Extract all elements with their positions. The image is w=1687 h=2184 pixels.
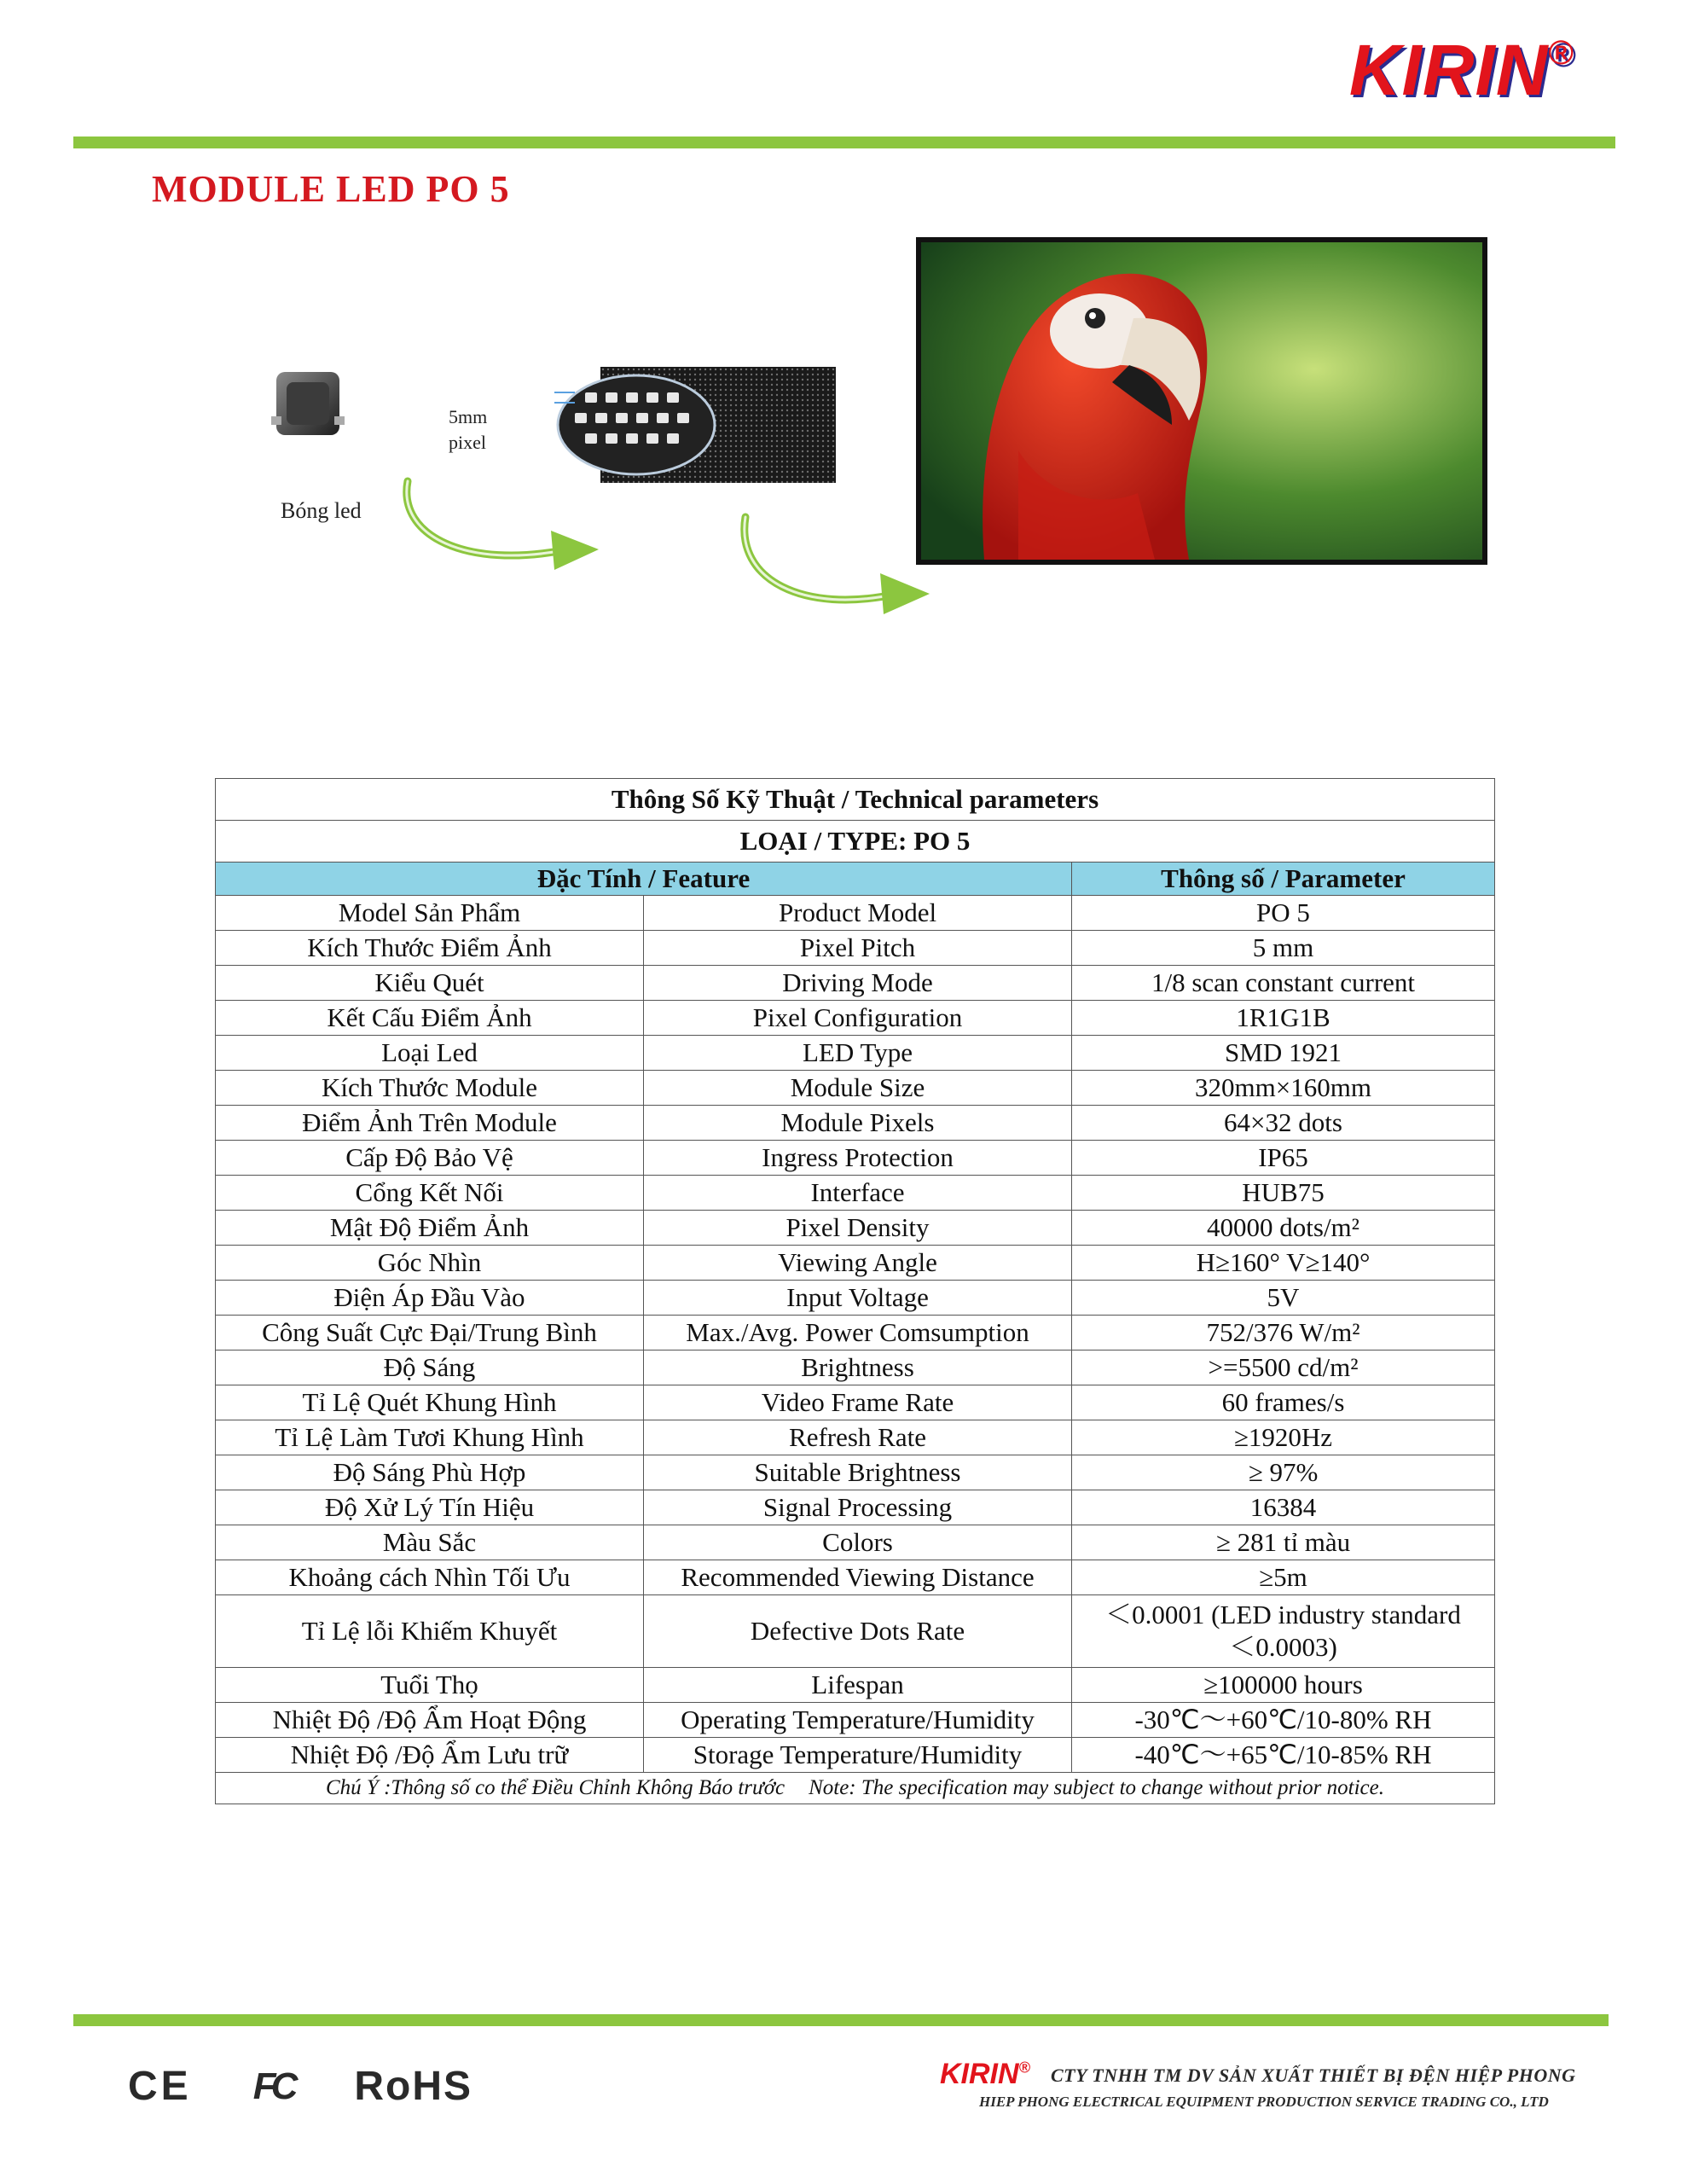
table-row: [216, 966, 1495, 1001]
ce-mark-icon: CE: [128, 2064, 192, 2109]
feature-vn: Góc Nhìn: [216, 1246, 644, 1281]
curved-arrow-icon: [735, 512, 940, 618]
feature-en: Max./Avg. Power Comsumption: [644, 1316, 1072, 1350]
table-row: [216, 1106, 1495, 1141]
company-name-vn: CTY TNHH TM DV SẢN XUẤT THIẾT BỊ ĐỆN HIỆP PHONG: [1051, 2065, 1576, 2086]
feature-vn: Công Suất Cực Đại/Trung Bình: [216, 1316, 644, 1350]
feature-en: Lifespan: [644, 1668, 1072, 1703]
note-row: [216, 1773, 1495, 1804]
feature-en: Module Size: [644, 1071, 1072, 1106]
feature-en: Input Voltage: [644, 1281, 1072, 1316]
note-vn: Chú Ý :Thông số co thể Điều Chỉnh Không Báo trước: [326, 1776, 786, 1799]
pixel-size-label: 5mm pixel: [449, 406, 488, 453]
feature-en: Defective Dots Rate: [644, 1595, 1072, 1668]
header-divider: [73, 136, 1615, 148]
parameter-value: >=5500 cd/m²: [1072, 1350, 1495, 1385]
table-row: [216, 1595, 1495, 1668]
table-row: [216, 1455, 1495, 1490]
curved-arrow-icon: [397, 476, 611, 575]
table-row: [216, 1001, 1495, 1036]
footer-kirin-logo: KIRIN®: [940, 2058, 1030, 2090]
table-row: [216, 1036, 1495, 1071]
type-label: LOẠI / TYPE: PO 5: [216, 821, 1495, 863]
feature-en: Operating Temperature/Humidity: [644, 1703, 1072, 1738]
parameter-value: 40000 dots/m²: [1072, 1211, 1495, 1246]
table-row: [216, 1738, 1495, 1773]
parameter-value: 752/376 W/m²: [1072, 1316, 1495, 1350]
table-row: [216, 1246, 1495, 1281]
parameter-value: ≥1920Hz: [1072, 1420, 1495, 1455]
parameter-value: SMD 1921: [1072, 1036, 1495, 1071]
feature-vn: Mật Độ Điểm Ảnh: [216, 1211, 644, 1246]
feature-en: Product Model: [644, 896, 1072, 931]
feature-en: Pixel Density: [644, 1211, 1072, 1246]
feature-vn: Điện Áp Đầu Vào: [216, 1281, 644, 1316]
feature-en: Video Frame Rate: [644, 1385, 1072, 1420]
kirin-logo: KIRIN®: [1348, 30, 1574, 110]
led-module-image: [554, 367, 836, 483]
feature-en: Pixel Pitch: [644, 931, 1072, 966]
parameter-value-line: ＜0.0003): [1229, 1632, 1337, 1662]
technical-parameters-table: [215, 778, 1495, 1804]
feature-vn: Loại Led: [216, 1036, 644, 1071]
feature-vn: Nhiệt Độ /Độ Ẩm Lưu trữ: [216, 1738, 644, 1773]
company-name-en: HIEP PHONG ELECTRICAL EQUIPMENT PRODUCTION SERVICE TRADING CO., LTD: [979, 2094, 1549, 2110]
parameter-value-line: ＜0.0001 (LED industry standard: [1105, 1600, 1461, 1629]
table-row: [216, 1560, 1495, 1595]
feature-en: Module Pixels: [644, 1106, 1072, 1141]
type-row: [216, 821, 1495, 863]
certification-logos: [128, 2063, 534, 2110]
spec-note: [216, 1773, 1495, 1804]
feature-vn: Độ Xử Lý Tín Hiệu: [216, 1490, 644, 1525]
parameter-value: 16384: [1072, 1490, 1495, 1525]
bong-led-label: Bóng led: [281, 498, 362, 523]
feature-vn: Nhiệt Độ /Độ Ẩm Hoạt Động: [216, 1703, 644, 1738]
rohs-mark-icon: RoHS: [354, 2064, 473, 2109]
table-row: [216, 896, 1495, 931]
parameter-value: ≥100000 hours: [1072, 1668, 1495, 1703]
table-row: [216, 1420, 1495, 1455]
fcc-mark-icon: FC: [252, 2065, 293, 2107]
parameter-value: -30℃～+60℃/10-80% RH: [1072, 1703, 1495, 1738]
table-row: [216, 1703, 1495, 1738]
table-row: [216, 1385, 1495, 1420]
feature-vn: Điểm Ảnh Trên Module: [216, 1106, 644, 1141]
feature-en: Viewing Angle: [644, 1246, 1072, 1281]
table-row: [216, 1316, 1495, 1350]
parameter-value: 320mm×160mm: [1072, 1071, 1495, 1106]
table-row: [216, 1071, 1495, 1106]
table-row: [216, 1211, 1495, 1246]
table-heading: Thông Số Kỹ Thuật / Technical parameters: [216, 779, 1495, 821]
parameter-value: [1072, 1595, 1495, 1668]
feature-vn: Tuổi Thọ: [216, 1668, 644, 1703]
parameter-header: Thông số / Parameter: [1072, 863, 1495, 896]
feature-en: Storage Temperature/Humidity: [644, 1738, 1072, 1773]
parameter-value: HUB75: [1072, 1176, 1495, 1211]
feature-en: Refresh Rate: [644, 1420, 1072, 1455]
feature-vn: Tỉ Lệ Làm Tươi Khung Hình: [216, 1420, 644, 1455]
parameter-value: ≥5m: [1072, 1560, 1495, 1595]
table-row: [216, 1525, 1495, 1560]
table-row: [216, 1668, 1495, 1703]
parameter-value: 5V: [1072, 1281, 1495, 1316]
led-chip-image: [270, 365, 346, 442]
parameter-value: 60 frames/s: [1072, 1385, 1495, 1420]
feature-en: Signal Processing: [644, 1490, 1072, 1525]
parameter-value: 1R1G1B: [1072, 1001, 1495, 1036]
parameter-value: 5 mm: [1072, 931, 1495, 966]
feature-en: Brightness: [644, 1350, 1072, 1385]
parameter-value: ≥ 281 tỉ màu: [1072, 1525, 1495, 1560]
feature-en: Interface: [644, 1176, 1072, 1211]
feature-vn: Cổng Kết Nối: [216, 1176, 644, 1211]
feature-en: Driving Mode: [644, 966, 1072, 1001]
table-row: [216, 1141, 1495, 1176]
feature-en: Suitable Brightness: [644, 1455, 1072, 1490]
parameter-value: H≥160° V≥140°: [1072, 1246, 1495, 1281]
table-row: [216, 931, 1495, 966]
table-row: [216, 1350, 1495, 1385]
feature-vn: Độ Sáng: [216, 1350, 644, 1385]
column-header-row: [216, 863, 1495, 896]
parrot-display-image: [916, 237, 1487, 565]
page-title: MODULE LED PO 5: [152, 168, 510, 210]
feature-en: Pixel Configuration: [644, 1001, 1072, 1036]
feature-en: LED Type: [644, 1036, 1072, 1071]
footer-divider: [73, 2014, 1609, 2026]
parameter-value: 64×32 dots: [1072, 1106, 1495, 1141]
feature-en: Colors: [644, 1525, 1072, 1560]
feature-vn: Màu Sắc: [216, 1525, 644, 1560]
feature-vn: Khoảng cách Nhìn Tối Ưu: [216, 1560, 644, 1595]
feature-vn: Kết Cấu Điểm Ảnh: [216, 1001, 644, 1036]
feature-en: Ingress Protection: [644, 1141, 1072, 1176]
feature-vn: Kích Thước Điểm Ảnh: [216, 931, 644, 966]
parameter-value: ≥ 97%: [1072, 1455, 1495, 1490]
table-heading-row: [216, 779, 1495, 821]
parameter-value: -40℃～+65℃/10-85% RH: [1072, 1738, 1495, 1773]
note-en: Note: The specification may subject to change without prior notice.: [809, 1776, 1384, 1799]
parameter-value: PO 5: [1072, 896, 1495, 931]
table-row: [216, 1176, 1495, 1211]
feature-en: Recommended Viewing Distance: [644, 1560, 1072, 1595]
parameter-value: IP65: [1072, 1141, 1495, 1176]
feature-vn: Tỉ Lệ lỗi Khiếm Khuyết: [216, 1595, 644, 1668]
feature-vn: Độ Sáng Phù Hợp: [216, 1455, 644, 1490]
parameter-value: 1/8 scan constant current: [1072, 966, 1495, 1001]
feature-vn: Kích Thước Module: [216, 1071, 644, 1106]
feature-header: Đặc Tính / Feature: [216, 863, 1072, 896]
feature-vn: Cấp Độ Bảo Vệ: [216, 1141, 644, 1176]
table-row: [216, 1490, 1495, 1525]
feature-vn: Tỉ Lệ Quét Khung Hình: [216, 1385, 644, 1420]
table-row: [216, 1281, 1495, 1316]
feature-vn: Kiểu Quét: [216, 966, 644, 1001]
feature-vn: Model Sản Phẩm: [216, 896, 644, 931]
